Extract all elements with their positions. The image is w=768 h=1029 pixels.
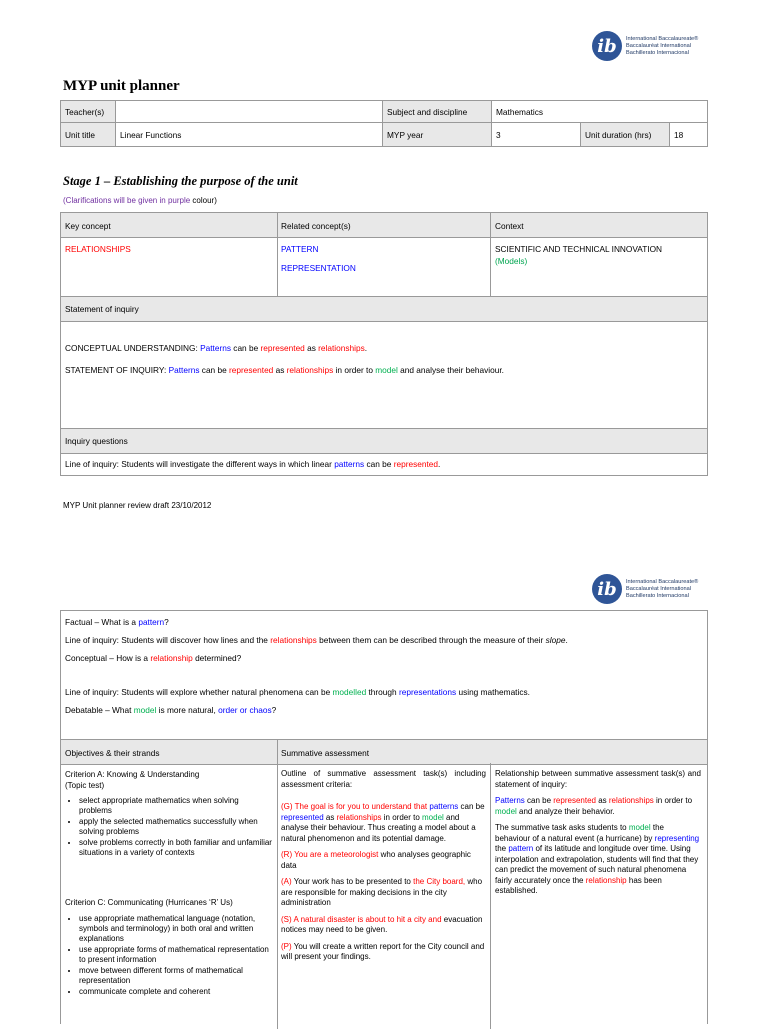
relationship-title: Relationship between summative assessment task(s) and statement of inquiry: <box>495 769 701 789</box>
related-concept-1: PATTERN <box>281 244 319 254</box>
ib-logo-icon-page2: ib <box>592 574 622 604</box>
criterion-a-item: • apply the selected mathematics successfully when solving problems <box>79 817 273 837</box>
logo2-line-2: Baccalauréat International <box>626 585 691 592</box>
criterion-c-item: • move between different forms of mathematical representation <box>79 966 273 986</box>
logo-line-1: International Baccalaureate® <box>626 35 699 42</box>
criterion-c-item: • communicate complete and coherent <box>79 987 273 997</box>
logo2-line-1: International Baccalaureate® <box>626 578 699 585</box>
context-value: SCIENTIFIC AND TECHNICAL INNOVATION <box>495 244 663 254</box>
concept-table <box>60 212 708 476</box>
duration-value: 18 <box>670 123 708 147</box>
summative-label: Summative assessment <box>281 748 370 758</box>
duration-label: Unit duration (hrs) <box>581 123 670 147</box>
footer-text: MYP Unit planner review draft 23/10/2012 <box>63 501 212 510</box>
ib-logo <box>592 31 698 61</box>
teachers-label: Teacher(s) <box>61 101 116 123</box>
line-of-inquiry-3: Line of inquiry: Students will explore whether natural phenomena can be modelled through representations using mathematics. <box>65 687 530 697</box>
subject-value: Mathematics <box>492 101 708 123</box>
criterion-a-sub: (Topic test) <box>65 781 105 790</box>
related-concepts-label: Related concept(s) <box>281 221 351 231</box>
clarification-note: (Clarifications will be given in purple colour) <box>63 196 217 205</box>
situation-text: (S) A natural disaster is about to hit a city and evacuation notices may need to be given. <box>281 914 483 934</box>
criterion-c-title: Criterion C: Communicating (Hurricanes ‘R’ Us) <box>65 898 233 907</box>
criterion-c <box>65 897 273 998</box>
ib-logo-icon: ib <box>592 31 622 61</box>
audience-text: (A) Your work has to be presented to the City board, who are responsible for making decisions in the city administration <box>281 877 483 907</box>
line-of-inquiry-1: Line of inquiry: Students will investigate the different ways in which linear patterns can be represented. <box>65 459 441 469</box>
relationship-text-2: The summative task asks students to model the behaviour of a natural event (a hurricane) by representing the pattern of its latitude and longitude over time. Using interpolation and extrapolation, students will find that they can predict the movement of such natural phenomena fairly accurately once the relationship has been established. <box>495 823 700 895</box>
logo2-line-3: Bachillerato Internacional <box>626 592 689 599</box>
conceptual-understanding: CONCEPTUAL UNDERSTANDING: Patterns can be represented as relationships. <box>65 343 368 353</box>
related-concept-2: REPRESENTATION <box>281 263 356 273</box>
criterion-c-item: • use appropriate forms of mathematical representation to present information <box>79 945 273 965</box>
year-value: 3 <box>492 123 581 147</box>
key-concept-value: RELATIONSHIPS <box>65 244 131 254</box>
subject-label: Subject and discipline <box>383 101 492 123</box>
inquiry-questions-label: Inquiry questions <box>65 436 128 446</box>
relationship-column <box>495 769 701 897</box>
ib-logo-page2 <box>592 574 698 604</box>
criterion-a-item: • solve problems correctly in both familiar and unfamiliar situations in a variety of contexts <box>79 838 273 858</box>
teachers-value <box>116 101 383 123</box>
criterion-a-item: • select appropriate mathematics when solving problems <box>79 796 273 816</box>
role-text: (R) You are a meteorologist who analyses geographic data <box>281 850 471 870</box>
factual-question: Factual – What is a pattern? <box>65 617 169 627</box>
stage1-title: Stage 1 – Establishing the purpose of the unit <box>63 174 298 188</box>
page-title: MYP unit planner <box>63 78 180 94</box>
logo-line-3: Bachillerato Internacional <box>626 49 689 56</box>
product-text: (P) You will create a written report for the City council and will present your findings. <box>281 941 485 961</box>
year-label: MYP year <box>383 123 492 147</box>
line-of-inquiry-2: Line of inquiry: Students will discover how lines and the relationships between them can be described through the measure of their slope. <box>65 635 568 645</box>
goal-text: (G) The goal is for you to understand that patterns can be represented as relationships in order to model and analyse their behaviour. Thus creating a model about a natural phenomenon and its potential damage. <box>281 802 485 843</box>
relationship-text-1: Patterns can be represented as relationships in order to model and analyze their behavior. <box>495 796 693 816</box>
criterion-a <box>65 769 273 859</box>
objectives-label: Objectives & their strands <box>65 748 160 758</box>
outline-title: Outline of summative assessment task(s) including assessment criteria: <box>281 769 486 789</box>
soi-label: Statement of inquiry <box>65 304 139 314</box>
criterion-c-item: • use appropriate mathematical language (notation, symbols and terminology) in both oral and written explanations <box>79 914 273 944</box>
debatable-question: Debatable – What model is more natural, order or chaos? <box>65 705 277 715</box>
header-table <box>60 100 708 147</box>
unit-title-label: Unit title <box>61 123 116 147</box>
inquiry-continued-box <box>60 610 708 1024</box>
criterion-a-title: Criterion A: Knowing & Understanding <box>65 770 200 779</box>
context-models: (Models) <box>495 256 528 266</box>
context-label: Context <box>495 221 524 231</box>
conceptual-question: Conceptual – How is a relationship determined? <box>65 653 242 663</box>
statement-of-inquiry: STATEMENT OF INQUIRY: Patterns can be represented as relationships in order to model and analyse their behaviour. <box>65 365 504 375</box>
key-concept-label: Key concept <box>65 221 111 231</box>
logo-line-2: Baccalauréat International <box>626 42 691 49</box>
unit-title-value: Linear Functions <box>116 123 383 147</box>
summative-outline <box>281 769 486 963</box>
